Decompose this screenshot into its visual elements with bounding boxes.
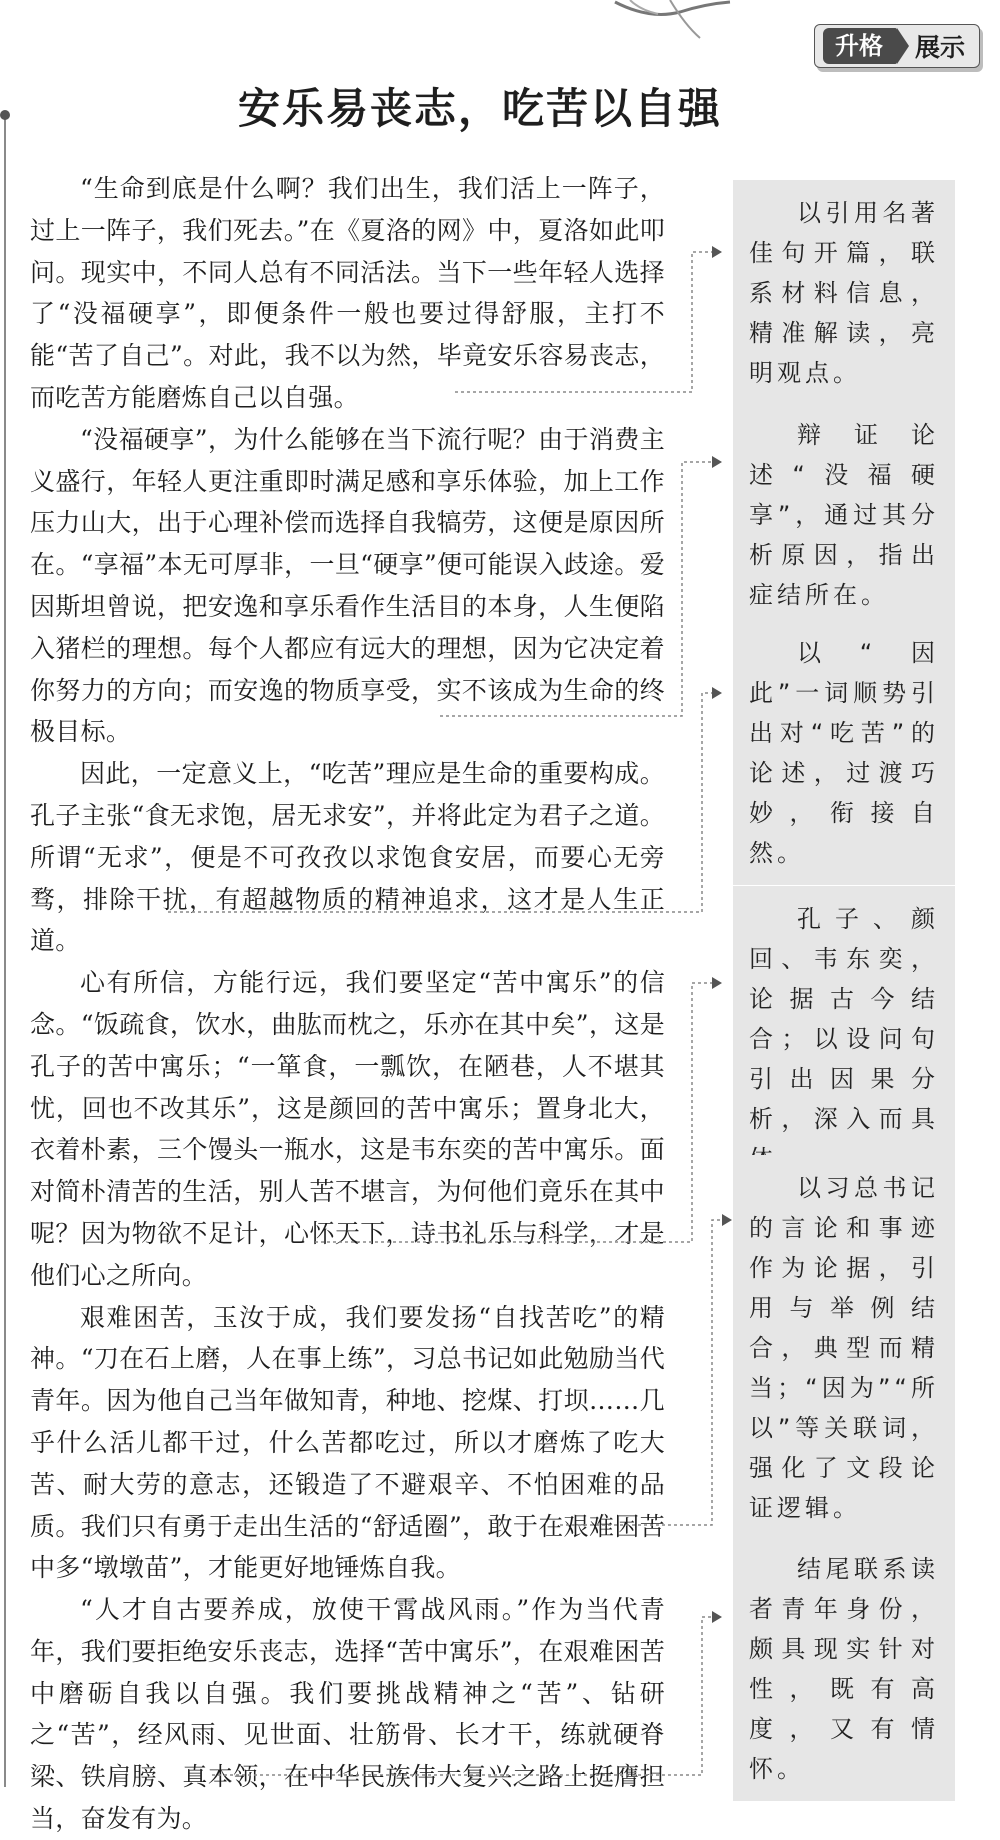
essay-paragraph-5: 艰难困苦，玉汝于成，我们要发扬“自找苦吃”的精神。“刀在石上磨，人在事上练”，习总书记如此勉励当代青年。因为他自己当年做知青，种地、挖煤、打坝……几乎什么活儿都干过，什么苦都吃过，所以才磨炼了吃大苦、耐大劳的意志，还锻造了不避艰辛、不怕困难的品质。我们只有勇于走出生活的“舒适圈”，敢于在艰难困苦中多“墩墩苗”，才能更好地锤炼自我。: [30, 1302, 665, 1583]
essay-paragraph-6: “人才自古要养成，放使干霄战风雨。”作为当代青年，我们要拒绝安乐丧志，选择“苦中寓乐”，在艰难困苦中磨砺自我以自强。我们要挑战精神之“苦”、钻研之“苦”，经风雨、见世面、壮筋骨、长才干，练就硬脊梁、铁肩膀、真本领，在中华民族伟大复兴之路上挺膺担当，奋发有为。: [30, 1595, 665, 1834]
annotation-text-5: 以习总书记的言论和事迹作为论据，引用与举例结合，典型而精当；“因为”“所以”等关联词，强化了文段论证逻辑。: [749, 1174, 939, 1522]
badge-show-label: 展示: [915, 33, 966, 62]
connector-arrow-4: [712, 977, 722, 989]
essay-title: 安乐易丧志，吃苦以自强: [237, 84, 722, 133]
annotation-box-2: [733, 402, 955, 627]
section-badge: [814, 24, 980, 68]
connector-arrow-3: [712, 687, 722, 699]
annotation-text-4: 孔子、颜回、韦东奕，论据古今结合；以设问句引出因果分析，深入而具: [749, 905, 939, 1133]
annotation-text-1: 以引用名著佳句开篇，联系材料信息，精准解读，亮明观点。: [749, 199, 939, 387]
annotation-text-2: 辩证论述“没福硬享”，通过其分析原因，指出症结所在。: [749, 421, 939, 609]
essay-paragraph-2: “没福硬享”，为什么能够在当下流行呢？由于消费主义盛行，年轻人更注重即时满足感和享乐体验，加上工作压力山大，出于心理补偿而选择自我犒劳，这便是原因所在。“享福”本无可厚非，一旦“硬享”便可能误入歧途。爱因斯坦曾说，把安逸和享乐看作生活目的本身，人生便陷入猪栏的理想。每个人都应有远大的理想，因为它决定着你努力的方向；而安逸的物质享受，实不该成为生命的终极目标。: [30, 424, 665, 747]
annotation-box-5: [733, 1155, 955, 1540]
essay-paragraph-1: “生命到底是什么啊？我们出生，我们活上一阵子，过上一阵子，我们死去。”在《夏洛的网》中，夏洛如此叩问。现实中，不同人总有不同活法。当下一些年轻人选择了“没福硬享”，即便条件一般也要过得舒服，主打不能“苦了自己”。对此，我不以为然，毕竟安乐容易丧志，而吃苦方能磨炼自己以自强。: [30, 174, 665, 412]
connector-arrow-6: [712, 1611, 722, 1623]
essay-paragraph-3: 因此，一定意义上，“吃苦”理应是生命的重要构成。孔子主张“食无求饱，居无求安”，并将此定为君子之道。所谓“无求”，便是不可孜孜以求饱食安居，而要心无旁骛，排除干扰，有超越物质的精神追求，这才是人生正道。: [30, 759, 665, 956]
annotation-box-4: [733, 886, 955, 1191]
connector-arrow-1: [712, 246, 722, 258]
essay-paragraph-4: 心有所信，方能行远，我们要坚定“苦中寓乐”的信念。“饭疏食，饮水，曲肱而枕之，乐亦在其中矣”，这是孔子的苦中寓乐；“一箪食，一瓢饮，在陋巷，人不堪其忧，回也不改其乐”，这是颜回的苦中寓乐；置身北大，衣着朴素，三个馒头一瓶水，这是韦东奕的苦中寓乐。面对简朴清苦的生活，别人苦不堪言，为何他们竟乐在其中呢？因为物欲不足计，心怀天下，诗书礼乐与科学，才是他们心之所向。: [30, 968, 665, 1290]
brush-sketch-decoration: [610, 0, 760, 40]
annotation-text-6: 结尾联系读者青年身份，颇具现实针对性，既有高度，又有情怀。: [749, 1555, 939, 1783]
left-margin-rule: [4, 116, 6, 1787]
left-margin-dot: [0, 110, 10, 120]
badge-upgrade-label: 升格: [823, 28, 897, 64]
connector-arrow-5: [722, 1214, 732, 1226]
annotation-box-6: [733, 1536, 955, 1801]
connector-arrow-2: [712, 456, 722, 468]
essay-body: [30, 168, 665, 1840]
annotation-text-3: 以“因此”一词顺势引出对“吃苦”的论述，过渡巧妙，衔接自然。: [749, 639, 939, 867]
annotation-box-1: [733, 180, 955, 405]
annotation-box-3: [733, 620, 955, 885]
